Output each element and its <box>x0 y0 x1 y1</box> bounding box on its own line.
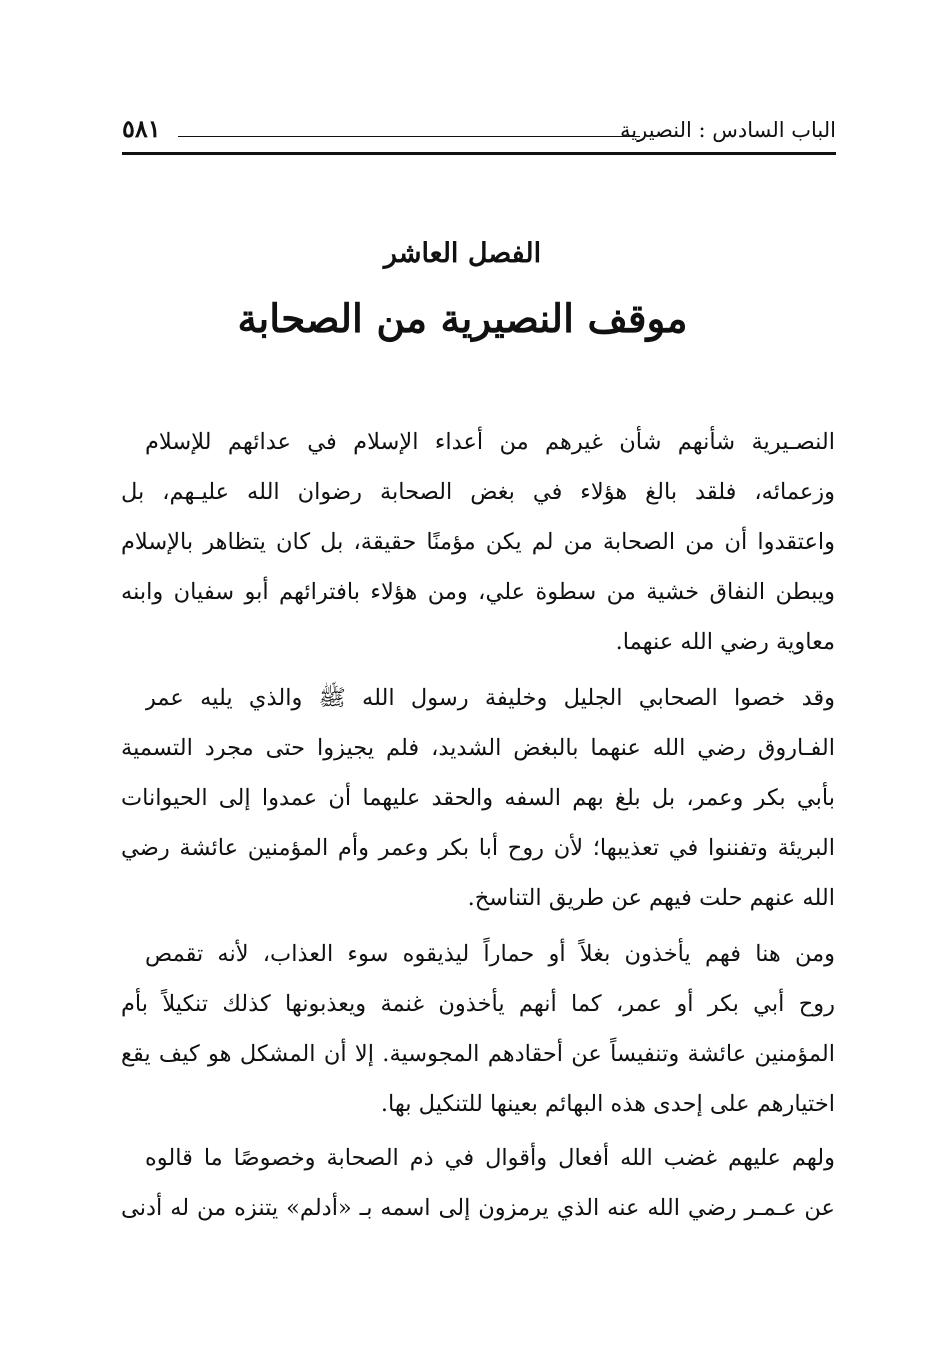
text-line: ويبطن النفاق خشية من سطوة علي، ومن هؤلاء بافترائهم أبو سفيان وابنه <box>121 579 835 605</box>
text-line: معاوية رضي الله عنهما. <box>615 629 835 655</box>
text-line: واعتقدوا أن من الصحابة من لم يكن مؤمنًا حقيقة، بل كان يتظاهر بالإسلام <box>121 529 835 555</box>
text-line: ولهم عليهم غضب الله أفعال وأقوال في ذم الصحابة وخصوصًا ما قالوه <box>145 1145 835 1171</box>
header-rule <box>178 136 640 137</box>
text-line: البريئة وتفننوا في تعذيبها؛ لأن روح أبا بكر وعمر وأم المؤمنين عائشة رضي <box>121 835 835 861</box>
text-line: المؤمنين عائشة وتنفيساً عن أحقادهم المجوسية. إلا أن المشكل هو كيف يقع <box>121 1041 835 1067</box>
text-line: روح أبي بكر أو عمر، كما أنهم يأخذون غنمة ويعذبونها كذلك تنكيلاً بأم <box>121 991 835 1017</box>
running-header <box>122 112 836 155</box>
chapter-label: الفصل العاشر <box>383 238 542 269</box>
text-line: ومن هنا فهم يأخذون بغلاً أو حماراً ليذيقوه سوء العذاب، لأنه تقمص <box>145 941 835 967</box>
header-title: الباب السادس : النصيرية <box>620 118 836 142</box>
text-line: وقد خصوا الصحابي الجليل وخليفة رسول الله ﷺ والذي يليه عمر <box>145 685 835 711</box>
text-line: اختيارهم على إحدى هذه البهائم بعينها للتنكيل بها. <box>380 1091 835 1117</box>
text-line: بأبي بكر وعمر، بل بلغ بهم السفه والحقد عليهما أن عمدوا إلى الحيوانات <box>121 785 835 811</box>
chapter-title: موقف النصيرية من الصحابة <box>237 296 688 342</box>
text-line: الله عنهم حلت فيهم عن طريق التناسخ. <box>467 885 835 911</box>
page-number: ٥٨١ <box>122 114 161 143</box>
text-line: عن عـمـر رضي الله عنه الذي يرمزون إلى اسمه بـ «أدلم» يتنزه من له أدنى <box>121 1195 835 1221</box>
text-line: الفـاروق رضي الله عنهما بالبغض الشديد، فلم يجيزوا حتى مجرد التسمية <box>121 735 835 761</box>
text-line: وزعمائه، فلقد بالغ هؤلاء في بغض الصحابة رضوان الله عليـهم، بل <box>121 479 835 505</box>
text-line: النصـيرية شأنهم شأن غيرهم من أعداء الإسلام في عدائهم للإسلام <box>145 429 835 455</box>
